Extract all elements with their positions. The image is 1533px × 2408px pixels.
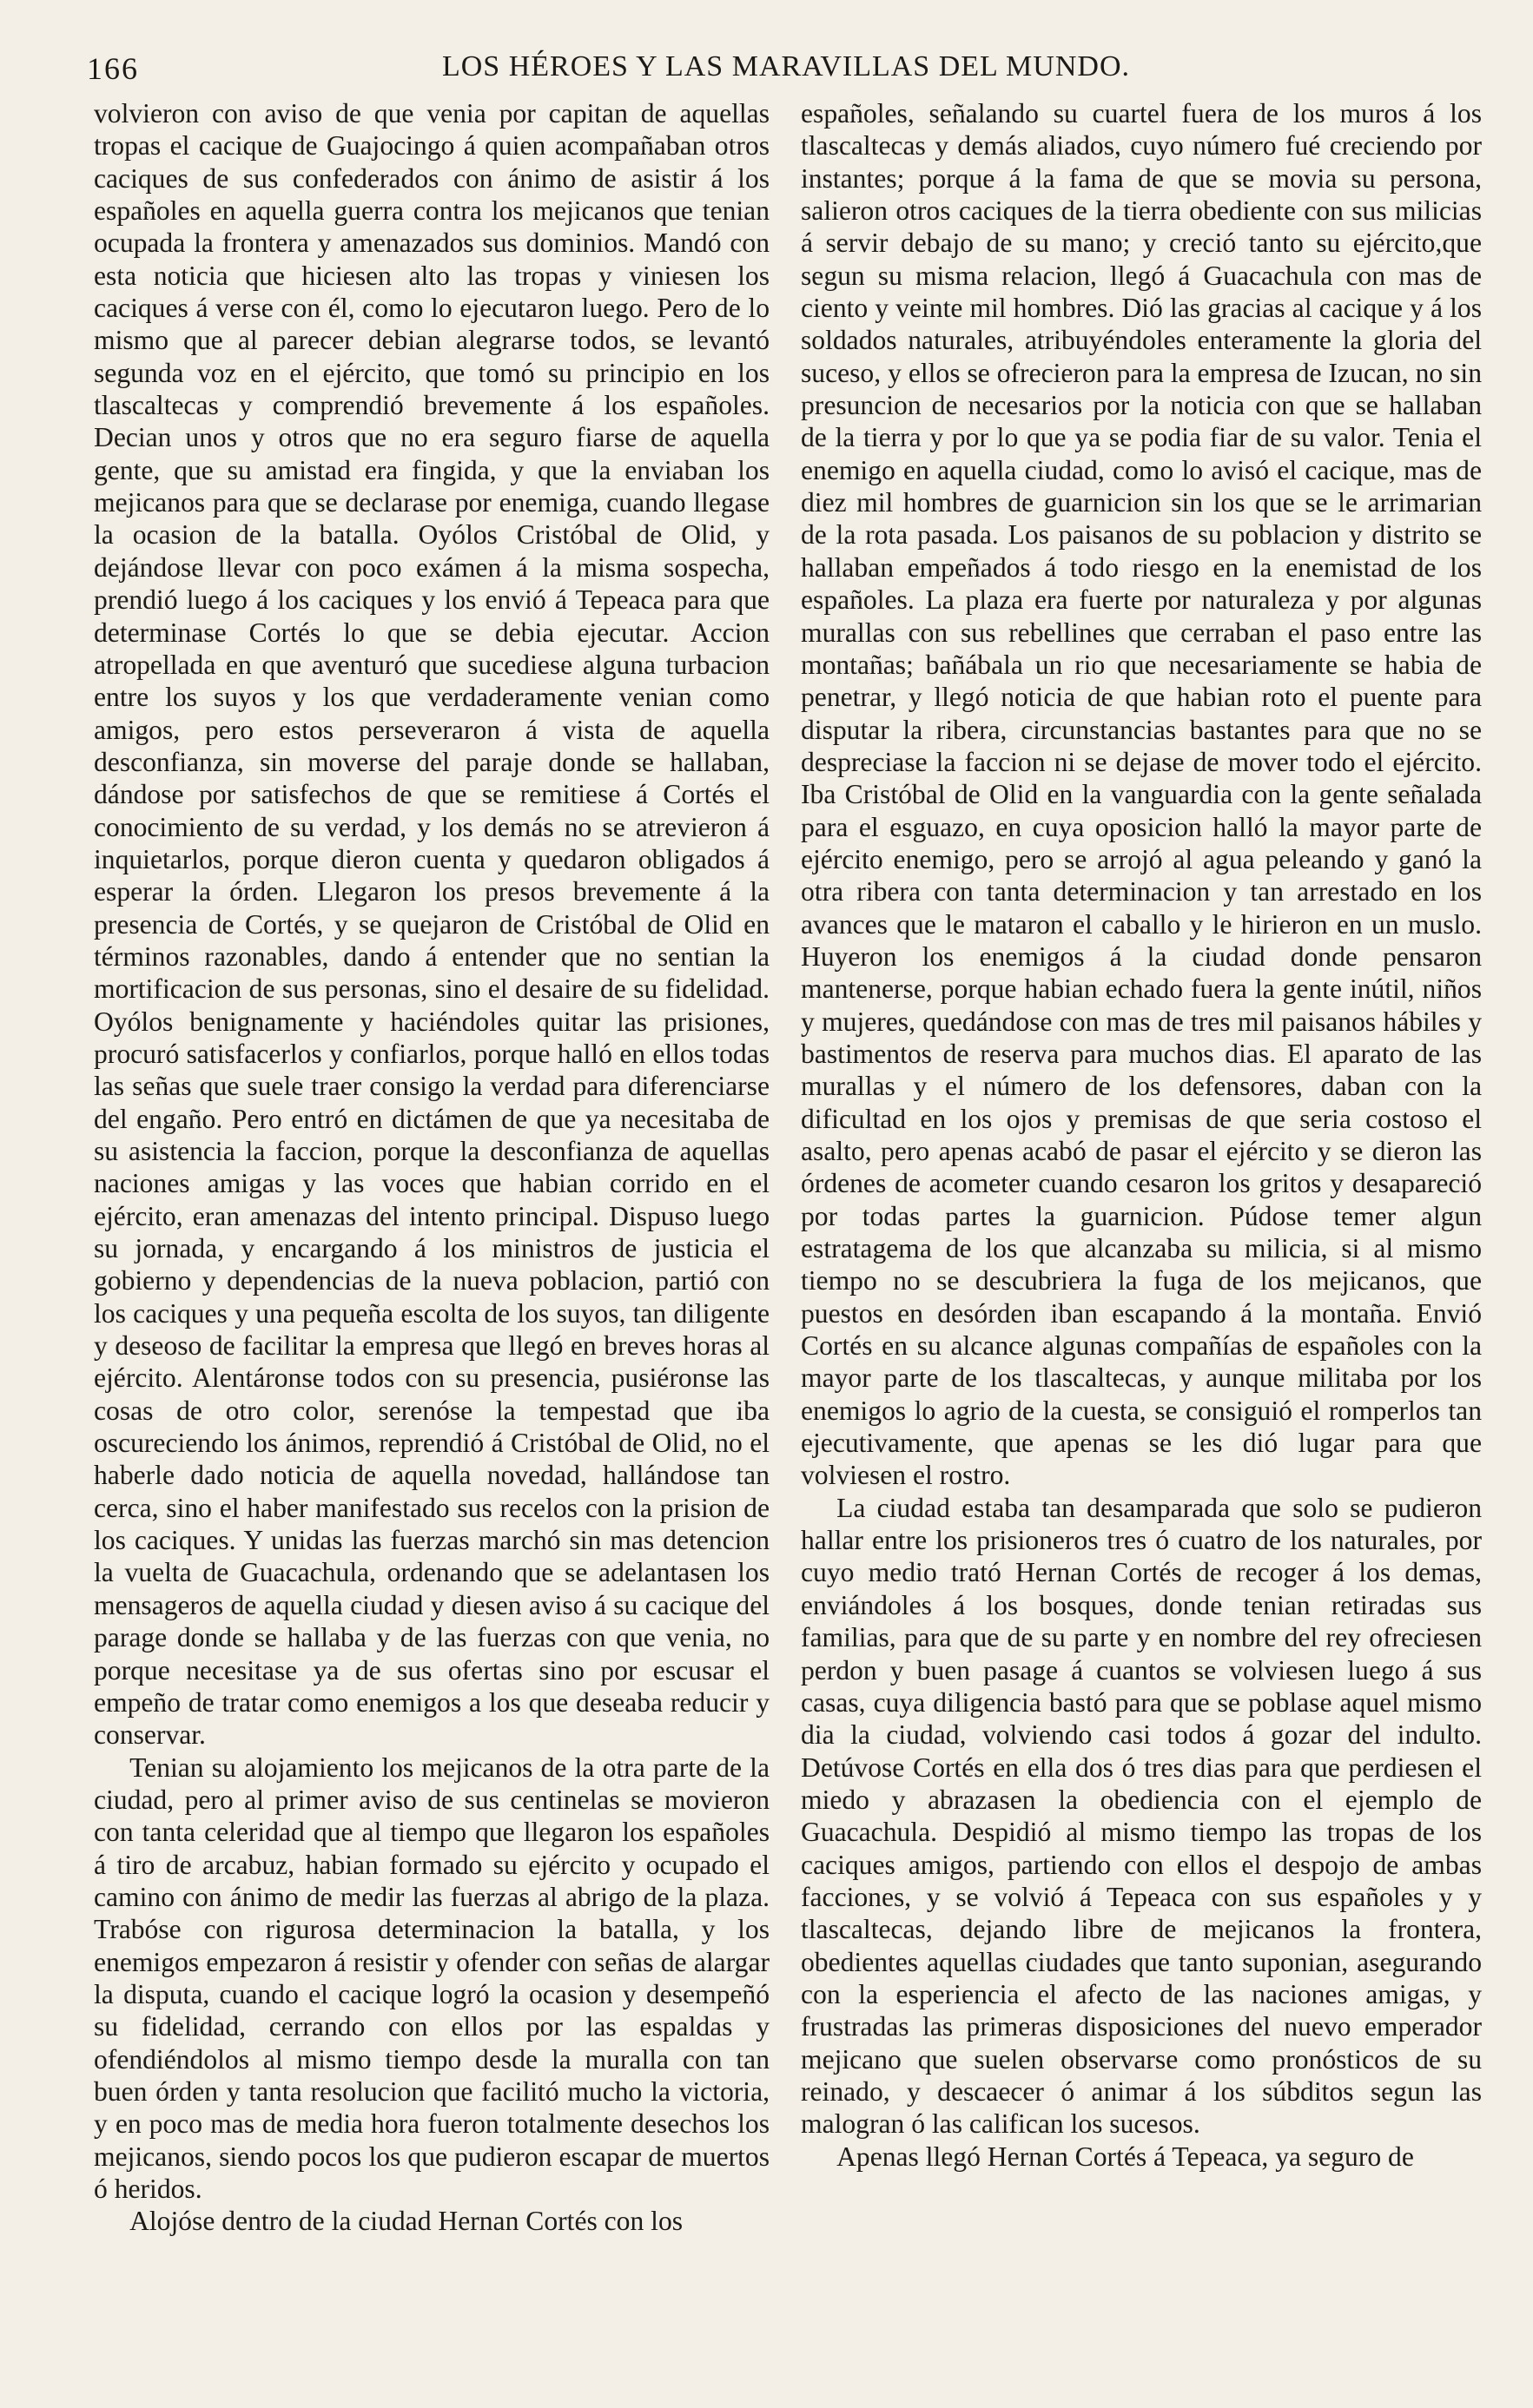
left-paragraph-2: Tenian su alojamiento los mejicanos de la otra parte de la ciudad, pero al primer aviso de sus centinelas se movieron con tanta celeridad que al tiempo que llegaron los españoles á tiro de arcabuz, habian formado su ejército y ocupado el camino con ánimo de medir las fuerzas al abrigo de la plaza. Trabóse con rigurosa determinacion la batalla, y los enemigos empezaron á resistir y ofender con señas de alargar la disputa, cuando el cacique logró la ocasion y desempeñó su fidelidad, cerrando con ellos por las espaldas y ofendiéndolos al mismo tiempo desde la muralla con tan buen órden y tanta resolucion que facilitó mucho la victoria, y en poco mas de media hora fueron totalmente desechos los mejicanos, siendo pocos los que pudieron escapar de muertos ó heridos. [94,1752,770,2204]
left-column [94,97,770,2238]
running-title: LOS HÉROES Y LAS MARAVILLAS DEL MUNDO. [441,50,1130,82]
right-column [801,97,1482,2173]
page-number: 166 [87,51,139,86]
left-paragraph-3: Alojóse dentro de la ciudad Hernan Cortés con los [129,2206,684,2237]
right-paragraph-1: españoles, señalando su cuartel fuera de los muros á los tlascaltecas y demás aliados, cuyo número fué creciendo por instantes; porque á la fama de que se movia su persona, salieron otros caciques de la tierra obediente con sus milicias á servir debajo de su mano; y creció tanto su ejército,que segun su misma relacion, llegó á Guacachula con mas de ciento y veinte mil hombres. Dió las gracias al cacique y á los soldados naturales, atribuyéndoles enteramente la gloria del suceso, y ellos se ofrecieron para la empresa de Izucan, no sin presuncion de necesarios por la noticia con que se hallaban de la tierra y por lo que ya se podia fiar de su valor. Tenia el enemigo en aquella ciudad, como lo avisó el cacique, mas de diez mil hombres de guarnicion sin los que se le arrimarian de la rota pasada. Los paisanos de su poblacion y distrito se hallaban empeñados á todo riesgo en la enemistad de los españoles. La plaza era fuerte por naturaleza y por algunas murallas con sus rebellines que cerraban el paso entre las montañas; bañábala un rio que necesariamente se habia de penetrar, y llegó noticia de que habian roto el puente para disputar la ribera, circunstancias bastantes para que no se despreciase la faccion ni se dejase de mover todo el ejército. Iba Cristóbal de Olid en la vanguardia con la gente señalada para el esguazo, en cuya oposicion halló la mayor parte de ejército enemigo, pero se arrojó al agua peleando y ganó la otra ribera con tanta determinacion y tan arrestado en los avances que le mataron el caballo y le hirieron en un muslo. Huyeron los enemigos á la ciudad donde pensaron mantenerse, porque habian echado fuera la gente inútil, niños y mujeres, quedándose con mas de tres mil paisanos hábiles y bastimentos de reserva para muchos dias. El aparato de las murallas y el número de los defensores, daban con la dificultad en los ojos y premisas de que seria costoso el asalto, pero apenas acabó de pasar el ejército y se dieron las órdenes de acometer cuando cesaron los gritos y desapareció por todas partes la guarnicion. Púdose temer algun estratagema de los que alcanzaba su milicia, si al mismo tiempo no se descubriera la fuga de los mejicanos, que puestos en desórden iban escapando á la montaña. Envió Cortés en su alcance algunas compañías de españoles con la mayor parte de los tlascaltecas, y aunque militaba por los enemigos lo agrio de la cuesta, se consiguió el romperlos tan ejecutivamente, que apenas se les dió lugar para que volviesen el rostro. [801,98,1482,1491]
left-paragraph-1: volvieron con aviso de que venia por capitan de aquellas tropas el cacique de Guajocingo á quien acompañaban otros caciques de sus confederados con ánimo de asistir á los españoles en aquella guerra contra los mejicanos que tenian ocupada la frontera y amenazados sus dominios. Mandó con esta noticia que hiciesen alto las tropas y viniesen los caciques á verse con él, como lo ejecutaron luego. Pero de lo mismo que al parecer debian alegrarse todos, se levantó segunda voz en el ejército, que tomó su principio en los tlascaltecas y comprendió brevemente á los españoles. Decian unos y otros que no era seguro fiarse de aquella gente, que su amistad era fingida, y que la enviaban los mejicanos para que se declarase por enemiga, cuando llegase la ocasion de la batalla. Oyólos Cristóbal de Olid, y dejándose llevar con poco exámen á la misma sospecha, prendió luego á los caciques y los envió á Tepeaca para que determinase Cortés lo que se debia ejecutar. Accion atropellada en que aventuró que sucediese alguna turbacion entre los suyos y los que verdaderamente venian como amigos, pero estos perseveraron á vista de aquella desconfianza, sin moverse del paraje donde se hallaban, dándose por satisfechos de que se remitiese á Cortés el conocimiento de su verdad, y los demás no se atrevieron á inquietarlos, porque dieron cuenta y quedaron obligados á esperar la órden. Llegaron los presos brevemente á la presencia de Cortés, y se quejaron de Cristóbal de Olid en términos razonables, dando á entender que no sentian la mortificacion de sus personas, sino el desaire de su fidelidad. Oyólos benignamente y haciéndoles quitar las prisiones, procuró satisfacerlos y confiarlos, porque halló en ellos todas las señas que suele traer consigo la verdad para diferenciarse del engaño. Pero entró en dictámen de que ya necesitaba de su asistencia la faccion, porque la desconfianza de aquellas naciones amigas y las voces que habian corrido en el ejército, eran amenazas del intento principal. Dispuso luego su jornada, y encargando á los ministros de justicia el gobierno y dependencias de la nueva poblacion, partió con los caciques y una pequeña escolta de los suyos, tan diligente y deseoso de facilitar la empresa que llegó en breves horas al ejército. Alentáronse todos con su presencia, pusiéronse las cosas de otro color, serenóse la tempestad que iba oscureciendo los ánimos, reprendió á Cristóbal de Olid, no el haberle dado noticia de aquella novedad, hallándose tan cerca, sino el haber manifestado sus recelos con la prision de los caciques. Y unidas las fuerzas marchó sin mas detencion la vuelta de Guacachula, ordenando que se adelantasen los mensageros de aquella ciudad y diesen aviso á su cacique del parage donde se hallaba y de las fuerzas con que venia, no porque necesitase ya de sus ofertas sino por escusar el empeño de tratar como enemigos a los que deseaba reducir y conservar. [94,98,770,1751]
right-paragraph-2: La ciudad estaba tan desamparada que solo se pudieron hallar entre los prisioneros tres ó cuatro de los naturales, por cuyo medio trató Hernan Cortés de recoger á los demas, enviándoles á los bosques, donde tenian retiradas sus familias, para que de su parte y en nombre del rey ofreciesen perdon y buen pasage á cuantos se volviesen luego á sus casas, cuya diligencia bastó para que se poblase aquel mismo dia la ciudad, volviendo casi todos á gozar del indulto. Detúvose Cortés en ella dos ó tres dias para que perdiesen el miedo y abrazasen la obediencia con el ejemplo de Guacachula. Despidió al mismo tiempo las tropas de los caciques amigos, partiendo con ellos el despojo de ambas facciones, y se volvió á Tepeaca con sus españoles y y tlascaltecas, dejando libre de mejicanos la frontera, obedientes aquellas ciudades que tanto suponian, asegurando con la esperiencia el afecto de las naciones amigas, y frustradas las primeras disposiciones del nuevo emperador mejicano que suelen observarse como pronósticos de su reinado, y descaecer ó animar á los súbditos segun las malogran ó las califican los sucesos. [801,1492,1482,2140]
page-header [87,50,1485,94]
right-paragraph-3: Apenas llegó Hernan Cortés á Tepeaca, ya seguro de [836,2141,1414,2172]
